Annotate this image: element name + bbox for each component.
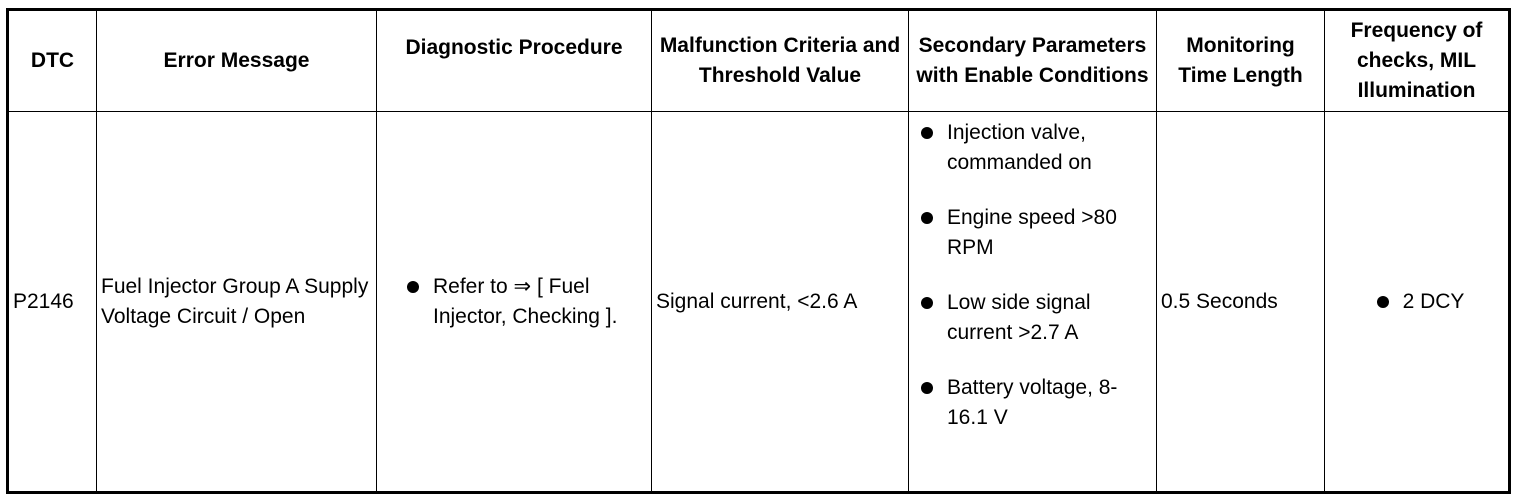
secondary-parameter-text: Low side signal current >2.7 A [947,291,1091,344]
error-message-cell: Fuel Injector Group A Supply Voltage Circuit / Open [97,112,377,493]
monitoring-time-cell: 0.5 Seconds [1157,112,1325,493]
list-item [913,203,1152,263]
secondary-parameters-list [913,118,1152,433]
table-row [8,112,1510,493]
bullet-icon [921,382,933,394]
header-secondary-parameters: Secondary Parameters with Enable Conditions [909,10,1157,112]
bullet-icon [1377,296,1389,308]
malfunction-criteria-cell: Signal current, <2.6 A [652,112,909,493]
procedure-reference-link[interactable]: Refer to ⇒ [ Fuel Injector, Checking ]. [433,274,618,328]
dtc-table-container [6,8,1508,494]
dtc-table [6,8,1511,494]
header-malfunction-criteria: Malfunction Criteria and Threshold Value [652,10,909,112]
header-row [8,10,1510,112]
bullet-icon [407,281,419,293]
header-diagnostic-procedure: Diagnostic Procedure [377,10,652,112]
frequency-list [1369,287,1465,317]
header-error-message: Error Message [97,10,377,112]
secondary-parameters-cell [909,112,1157,493]
diagnostic-procedure-cell [377,112,652,493]
secondary-parameter-text: Battery voltage, 8-16.1 V [947,376,1118,429]
list-item [913,373,1152,433]
bullet-icon [921,297,933,309]
secondary-parameter-text: Injection valve, commanded on [947,121,1092,174]
bullet-icon [921,127,933,139]
dtc-code-cell: P2146 [8,112,97,493]
diagnostic-procedure-list [381,272,647,332]
list-item [913,118,1152,178]
header-frequency: Frequency of checks, MIL Illumination [1325,10,1510,112]
bullet-icon [921,212,933,224]
frequency-cell [1325,112,1510,493]
header-monitoring-time: Monitoring Time Length [1157,10,1325,112]
frequency-text: 2 DCY [1402,289,1465,313]
secondary-parameter-text: Engine speed >80 RPM [947,206,1117,259]
header-dtc: DTC [8,10,97,112]
list-item [1369,287,1465,317]
list-item [399,272,647,332]
list-item [913,288,1152,348]
